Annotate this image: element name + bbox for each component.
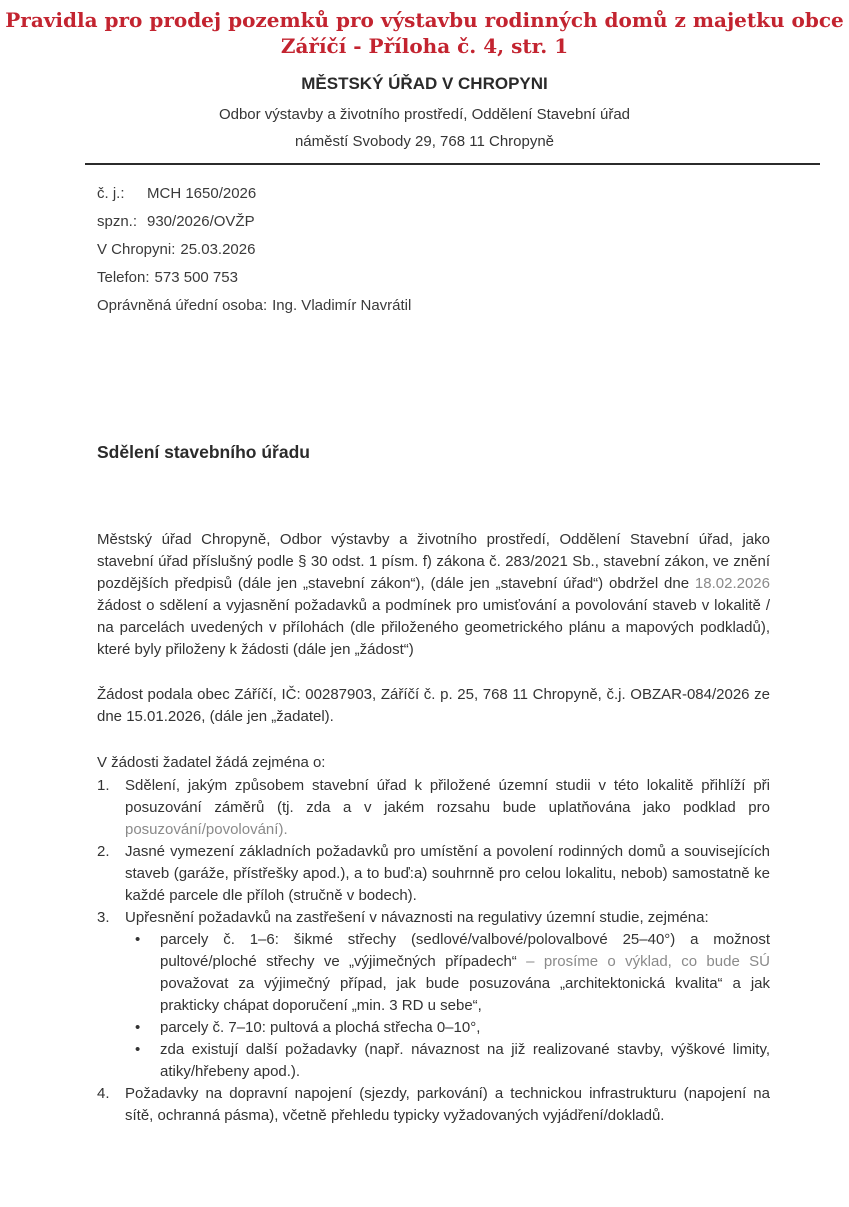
list-number: 4. [97, 1085, 110, 1102]
bullet-segment: považovat za výjimečný případ, jak bude posuzována „architektonická kvalita“ a jak prakticky chápat doporučení „min. 3 RD u sebe“, [160, 975, 770, 1014]
meta-row-place-date [97, 236, 770, 264]
meta-value: 930/2026/OVŽP [147, 213, 255, 230]
bullet-icon: • [135, 1019, 141, 1036]
bullet-segment-muted: – prosíme o výklad, co bude SÚ [526, 953, 770, 970]
list-item-text: Upřesnění požadavků na zastřešení v návaznosti na regulativy územní studie, zejména: [125, 909, 709, 926]
page-title [0, 7, 849, 59]
meta-value: 573 500 753 [154, 269, 238, 286]
reference-block [97, 180, 770, 320]
bullet-icon: • [135, 1041, 141, 1058]
meta-label: Oprávněná úřední osoba: [97, 297, 268, 314]
bullet-item-3 [97, 1039, 770, 1083]
meta-value: Ing. Vladimír Navrátil [272, 297, 412, 314]
list-number: 3. [97, 909, 110, 926]
meta-row-file-number [97, 180, 770, 208]
office-name: MĚSTSKÝ ÚŘAD V CHROPYNI [301, 74, 548, 93]
list-intro: V žádosti žadatel žádá zejména o: [97, 754, 326, 771]
meta-row-phone [97, 264, 770, 292]
list-item-text: Jasné vymezení základních požadavků pro umístění a povolení rodinných domů a souvisejících staveb (garáže, přístřešky apod.), a to buď:a) souhrnně pro celou lokalitu, nebob) samostatně ke každé parcele dle příloh (stručně v bodech). [125, 843, 770, 904]
bullet-segment: parcely č. 1–6: šikmé střechy (sedlové/valbové/polovalbové 25–40°) a možnost pultové/ploché střechy ve „výjimečných případech“ [160, 931, 770, 970]
bullet-text: zda existují další požadavky (např. návaznost na již realizované stavby, výškové limity, atiky/hřebeny apod.). [160, 1041, 770, 1080]
list-item-segment-muted: posuzování/povolování). [125, 821, 288, 838]
meta-value: MCH 1650/2026 [147, 185, 257, 202]
meta-label: V Chropyni: [97, 241, 176, 258]
numbered-list [97, 775, 770, 1127]
document-body [97, 163, 770, 1127]
list-item-3 [97, 907, 770, 929]
meta-label: č. j.: [97, 185, 125, 202]
header-divider [85, 163, 820, 165]
page-title-line2: Záříčí - Příloha č. 4, str. 1 [280, 34, 569, 58]
list-item-2 [97, 841, 770, 907]
paragraph-authority [97, 529, 770, 661]
section-heading: Sdělení stavebního úřadu [97, 442, 310, 462]
bullet-text: parcely č. 7–10: pultová a plochá střecha 0–10°, [160, 1019, 481, 1036]
meta-row-official [97, 292, 770, 320]
bullet-item-1 [97, 929, 770, 1017]
meta-label: spzn.: [97, 213, 138, 230]
bullet-item-2 [97, 1017, 770, 1039]
list-item-text: Požadavky na dopravní napojení (sjezdy, parkování) a technickou infrastrukturu (napojení na sítě, ochranná pásma), včetně přehledu typicky vyžadovaných vyjádření/dokladů. [125, 1085, 770, 1124]
meta-row-spzn [97, 208, 770, 236]
sub-bullet-list [97, 929, 770, 1083]
paragraph-text: žádost o sdělení a vyjasnění požadavků a podmínek pro umisťování a povolování staveb v lokalitě / na parcelách uvedených v přílohách (dle přiloženého geometrického plánu a mapových podkladů), které byly přiloženy k žádosti (dále jen „žádost“) [97, 597, 770, 658]
paragraph-text: Městský úřad Chropyně, Odbor výstavby a životního prostředí, Oddělení Stavební úřad, jako stavební úřad příslušný podle § 30 odst. 1 písm. f) zákona č. 283/2021 Sb., stavební zákon, ve znění pozdějších předpisů (dále jen „stavební zákon“), (dále jen „stavební úřad“) obdržel dne [97, 531, 770, 592]
address-line: náměstí Svobody 29, 768 11 Chropyně [294, 133, 555, 150]
bullet-icon: • [135, 931, 141, 948]
paragraph-text-muted: 18.02.2026 [694, 575, 770, 592]
meta-value: 25.03.2026 [180, 241, 256, 258]
list-number: 1. [97, 777, 110, 794]
page-title-line1: Pravidla pro prodej pozemků pro výstavbu rodinných domů z majetku obce [5, 8, 844, 32]
bullet-text [160, 929, 770, 1017]
list-item-4 [97, 1083, 770, 1127]
list-item-1 [97, 775, 770, 841]
paragraph-applicant: Žádost podala obec Záříčí, IČ: 00287903, Záříčí č. p. 25, 768 11 Chropyně, č.j. OBZAR-084/2026 ze dne 15.01.2026, (dále jen „žadatel). [97, 686, 770, 725]
letterhead [0, 7, 849, 150]
meta-label: Telefon: [97, 269, 150, 286]
list-number: 2. [97, 843, 110, 860]
document-page [0, 7, 849, 1127]
list-item-segment: Sdělení, jakým způsobem stavební úřad k přiložené územní studii v této lokalitě přihlíží při posuzování záměrů (tj. zda a v jakém rozsahu bude uplatňována jako podklad pro [125, 777, 770, 816]
department-line: Odbor výstavby a životního prostředí, Oddělení Stavební úřad [218, 106, 631, 123]
list-item-text [125, 775, 770, 841]
